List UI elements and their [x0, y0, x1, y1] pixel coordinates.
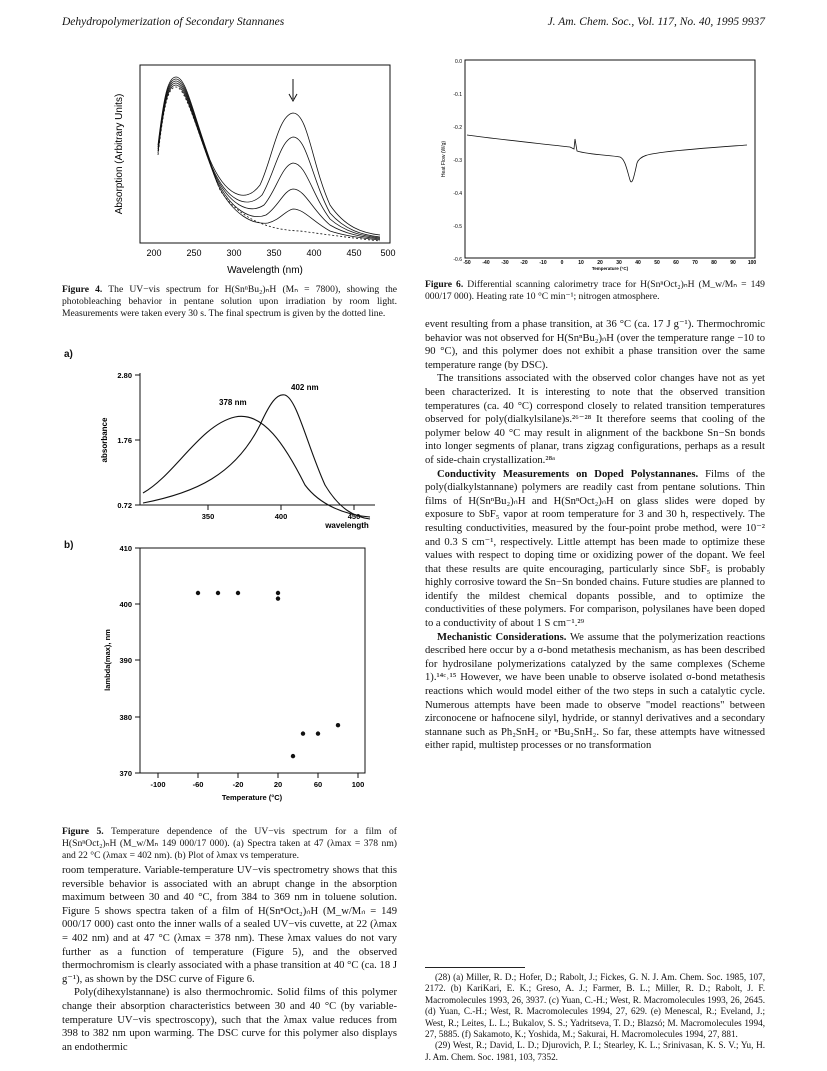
fig5b-data-point: [236, 591, 240, 595]
fig6-xtick: -20: [520, 260, 528, 266]
fig6-xtick: -50: [463, 260, 471, 266]
fig6-xtick: 0: [560, 260, 564, 266]
fig5b-ytick: 370: [119, 769, 132, 778]
fig5b-ytick: 380: [119, 713, 132, 722]
fig5b-xtick: 100: [351, 780, 365, 789]
fig5b-ytick: 390: [119, 656, 132, 665]
fig6-caption-label: Figure 6.: [425, 279, 464, 290]
fig6-xtick: 10: [578, 260, 584, 266]
fig5b-data-point: [216, 591, 220, 595]
fig5b-xtick: 60: [313, 780, 323, 789]
fig5a-curve-402: [143, 395, 370, 519]
fig6-dsc-trace: [467, 135, 747, 182]
fig5a-panel-label: a): [64, 349, 73, 360]
fig6-ytick: -0.1: [453, 92, 462, 98]
fig5a-peak-378: 378 nm: [219, 398, 247, 407]
figure-4-chart: [100, 55, 400, 280]
section-heading-mechanistic: Mechanistic Considerations.: [437, 631, 567, 643]
figure-6-chart: [425, 55, 765, 275]
fig4-xtick: 400: [306, 248, 322, 258]
references: [425, 972, 765, 1063]
fig5b-data-point: [276, 591, 280, 595]
figure-5a-chart: [85, 365, 385, 530]
figure-5b-chart: [85, 540, 385, 820]
fig6-xtick: 50: [654, 260, 660, 266]
fig4-spectra: [158, 77, 380, 240]
fig4-arrow: [289, 79, 297, 101]
fig6-xtick: -10: [539, 260, 547, 266]
section-heading-conductivity: Conductivity Measurements on Doped Polystannanes.: [437, 468, 699, 480]
fig4-xtick: 350: [266, 248, 282, 258]
running-header-right: J. Am. Chem. Soc., Vol. 117, No. 40, 1995 9937: [547, 16, 765, 28]
right-paragraph-2: The transitions associated with the observed color changes have not as yet been characterized. It is interesting to note that the observed transition temperatures (ca. 40 °C) correspond closely to related transition temperatures observed for poly(dialkylsilane)s.²⁶⁻²⁸ It therefore seems that cooling of the polymer below 40 °C may result in alignment of the backbone Sn−Sn bonds into longer segments of planar, trans zigzag configurations, perhaps as a result of side-chain crystallization.²⁸ᵃ: [425, 373, 765, 466]
fig5b-data-point: [276, 596, 280, 600]
fig6-ytick: -0.6: [453, 257, 462, 263]
fig4-caption-label: Figure 4.: [62, 284, 103, 295]
fig6-xtick: -30: [501, 260, 509, 266]
fig6-xtick: 20: [597, 260, 603, 266]
right-paragraph-4-text: We assume that the polymerization reactions described here occur by a σ-bond metathesis mechanism, as has been described for hydrosilane polymerizations catalyzed by the same complexes (Scheme 1).¹⁴ᶜ˒¹⁵ However, we have been unable to observe isolated σ-bond metathesis reactions which would model either of the two steps in such a catalytic cycle. Numerous attempts have been made to observe "model reactions" between zirconocene or hafnocene silyl, hydride, or stannyl derivatives and a secondary stannane such as Ph₂SnH₂ or ⁿBu₂SnH₂. So far, these attempts have witnessed either rapid, multistep processes or no transformation: [425, 631, 765, 752]
fig4-xtick: 450: [346, 248, 362, 258]
fig4-xtick: 500: [380, 248, 396, 258]
fig6-ytick: -0.5: [453, 224, 462, 230]
fig6-ytick: 0.0: [455, 59, 462, 65]
right-column-body: [425, 318, 765, 753]
fig4-xticks: [146, 248, 395, 258]
fig5a-ytick: 1.76: [117, 436, 132, 445]
fig5a-ylabel: absorbance: [100, 417, 109, 463]
right-paragraph-4: [425, 631, 765, 753]
left-paragraph-1: room temperature. Variable-temperature UV−vis spectrometry shows that this reversible behavior is associated with an abrupt change in the absorption maximum between 30 and 40 °C, from 384 to 369 nm in toluene solution. Figure 5 shows spectra taken of a film of H(SnⁿOct₂)ₙH (M_w/Mₙ = 149 000/17 000) cast onto the inner walls of a sealed UV−vis cuvette, at 22 (λmax = 402 nm) and at 47 °C (λmax = 378 nm). These λmax values do not vary further as a function of temperature (Figure 5), and the observed thermochromism is clearly associated with a phase transition at 40 °C (ca. 18 J g⁻¹), as shown by the DSC curve of Figure 6.: [62, 865, 397, 985]
fig5b-data-point: [291, 754, 295, 758]
fig6-caption-text: Differential scanning calorimetry trace for H(SnⁿOct₂)ₙH (M_w/Mₙ = 149 000/17 000). Heating rate 10 °C min⁻¹; nitrogen atmosphere.: [425, 279, 765, 302]
fig5a-xtick: 400: [274, 512, 288, 521]
right-paragraph-1: event resulting from a phase transition, at 36 °C (ca. 17 J g⁻¹). Thermochromic behavior was not observed for H(SnⁿBu₂)ₙH (over the temperature range −10 to 90 °C), and this polymer does not exhibit a phase transition over the same temperature range (by DSC).: [425, 319, 765, 371]
fig5a-xlabel: wavelength: [325, 521, 369, 530]
fig5b-data-point: [316, 731, 320, 735]
fig5-caption-text: Temperature dependence of the UV−vis spectrum for a film of H(SnⁿOct₂)ₙH (M_w/Mₙ 149 000/17 000). (a) Spectra taken at 47 (λmax = 378 nm) and 22 °C (λmax = 402 nm). (b) Plot of λmax vs temperature.: [62, 826, 397, 861]
figure-5-caption: [62, 826, 397, 862]
fig6-xtick: 90: [730, 260, 736, 266]
fig4-ylabel: Absorption (Arbitrary Units): [114, 93, 125, 215]
fig5b-panel-label: b): [64, 540, 74, 551]
fig5b-data-point: [196, 591, 200, 595]
reference-28: (28) (a) Miller, R. D.; Hofer, D.; Rabolt, J.; Fickes, G. N. J. Am. Chem. Soc. 1985, 107, 2172. (b) KariKari, E. K.; Greso, A. J.; Farmer, B. L.; Miller, R. D.; Rabolt, J. F. Macromolecules 1993, 26, 3937. (c) Yuan, C.-H.; West, R. Macromolecules 1993, 26, 2645. (d) Yuan, C.-H.; West, R. Macromolecules 1994, 27, 629. (e) Menescal, R.; Eveland, J.; West, R.; Leites, L. L.; Bukalov, S. S.; Yadritseva, T. D.; Blazsó; M. Macromolecules 1994, 27, 5885. (f) Sakamoto, K.; Yoshida, M.; Sakurai, H. Macromolecules 1994, 27, 881.: [425, 972, 765, 1040]
reference-29: (29) West, R.; David, L. D.; Djurovich, P. I.; Stearley, K. L.; Srinivasan, K. S. V.; Yu, H. J. Am. Chem. Soc. 1981, 103, 7352.: [425, 1040, 765, 1062]
fig6-ytick: -0.3: [453, 158, 462, 164]
fig5b-data-point: [301, 731, 305, 735]
fig5a-peak-402: 402 nm: [291, 383, 319, 392]
figure-4-caption: [62, 284, 397, 320]
fig6-xtick: 60: [673, 260, 679, 266]
fig5a-ytick: 0.72: [117, 501, 132, 510]
footnote-rule: [425, 967, 525, 968]
fig4-caption-text: The UV−vis spectrum for H(SnⁿBu₂)ₙH (Mₙ = 7800), showing the photobleaching behavior in pentane solution upon irradiation by room light. Measurements were taken every 30 s. The final spectrum is given by the dotted line.: [62, 284, 397, 319]
fig6-xtick: 40: [635, 260, 641, 266]
fig4-xtick: 300: [226, 248, 242, 258]
fig4-xlabel: Wavelength (nm): [227, 265, 303, 276]
figure-6-caption: [425, 279, 765, 303]
fig4-xtick: 250: [186, 248, 202, 258]
fig5-caption-label: Figure 5.: [62, 826, 104, 837]
running-header-left: Dehydropolymerization of Secondary Stannanes: [62, 16, 285, 28]
fig6-xtick: 30: [616, 260, 622, 266]
fig6-xtick: 70: [692, 260, 698, 266]
fig5b-ylabel: lambda(max), nm: [103, 629, 112, 691]
fig6-ytick: -0.4: [453, 191, 462, 197]
left-column-body: [62, 864, 397, 1054]
fig4-xtick: 200: [146, 248, 162, 258]
right-paragraph-3: [425, 468, 765, 631]
fig6-xtick: -40: [482, 260, 490, 266]
fig5b-xtick: -20: [232, 780, 244, 789]
fig5b-ytick: 410: [119, 544, 132, 553]
fig5a-xtick: 350: [201, 512, 215, 521]
fig6-ytick: -0.2: [453, 125, 462, 131]
fig6-xlabel: Temperature (°C): [591, 266, 629, 271]
fig5b-xtick: -60: [192, 780, 204, 789]
fig5a-ytick: 2.80: [117, 371, 132, 380]
fig6-ylabel: Heat Flow (W/g): [441, 140, 447, 178]
fig5b-data-point: [336, 723, 340, 727]
fig5b-xlabel: Temperature (°C): [221, 793, 283, 802]
fig5b-xtick: -100: [150, 780, 166, 789]
fig5a-xtick: 450: [347, 512, 361, 521]
left-paragraph-2: Poly(dihexylstannane) is also thermochromic. Solid films of this polymer change their absorption characteristics between 30 and 40 °C (by variable-temperature UV−vis spectroscopy), such that the λmax value reduces from 398 to 382 nm upon warming. The DSC curve for this polymer also displays an endothermic: [62, 987, 397, 1053]
fig5b-xtick: 20: [273, 780, 283, 789]
fig6-xtick: 100: [747, 260, 757, 266]
fig6-xtick: 80: [711, 260, 717, 266]
right-paragraph-3-text: Films of the poly(dialkylstannane) polymers are readily cast from pentane solutions. Thin films of H(SnⁿBu₂)ₙH and H(SnⁿOct₂)ₙH on glass slides were doped by exposure to SbF₅ vapor at room temperature for 3 and 30 h, respectively. The resulting conductivities, measured by the four-point probe method, were 10⁻² and 0.3 S cm⁻¹, respectively. Little attempt has been made to optimize these values with respect to doping time or oxidizing power of the dopant. We feel that these results are quite encouraging, particularly since SbF₅ is probably highly corrosive toward the Sn−Sn bonded chains. Future studies are planned to identify the mildest chemical dopants possible, and to optimize the conductivities of these polymers. For comparison, polysilanes have been doped to a conductivity of about 1 S cm⁻¹.²⁹: [425, 468, 765, 630]
fig5b-ytick: 400: [119, 600, 132, 609]
